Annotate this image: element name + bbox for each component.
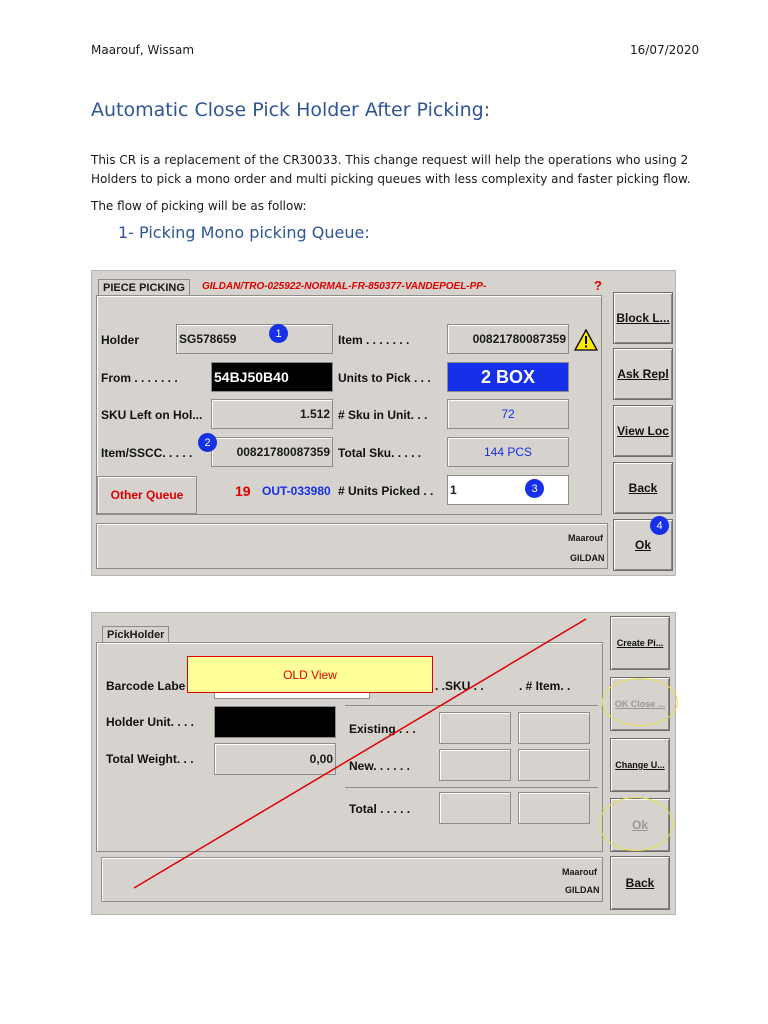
tab-piece-picking[interactable]: PIECE PICKING bbox=[98, 279, 190, 296]
create-pick-holder-button[interactable]: Create Pi... bbox=[610, 616, 670, 670]
badge-1: 1 bbox=[269, 324, 288, 343]
badge-2: 2 bbox=[198, 433, 217, 452]
tab-pick-holder[interactable]: PickHolder bbox=[102, 626, 169, 643]
back-button[interactable]: Back bbox=[610, 856, 670, 910]
total-sku-label: Total Sku. . . . . bbox=[338, 446, 422, 460]
user-name: Maarouf bbox=[562, 867, 598, 877]
item-label: Item . . . . . . . bbox=[338, 333, 410, 347]
change-unit-button[interactable]: Change U... bbox=[610, 738, 670, 792]
sku-left-field: 1.512 bbox=[211, 399, 333, 429]
units-to-pick-label: Units to Pick . . . bbox=[338, 371, 431, 385]
barcode-label: Barcode Labe bbox=[106, 679, 186, 693]
piece-picking-screen bbox=[91, 270, 676, 576]
units-picked-input[interactable]: 1 bbox=[447, 475, 569, 505]
holder-field[interactable]: SG578659 bbox=[176, 324, 333, 354]
badge-3: 3 bbox=[525, 479, 544, 498]
author-name: Maarouf, Wissam bbox=[91, 43, 195, 57]
old-view-callout bbox=[187, 656, 433, 693]
section-heading: 1- Picking Mono picking Queue: bbox=[118, 223, 370, 242]
total-weight-field: 0,00 bbox=[214, 743, 336, 775]
sku-left-label: SKU Left on Hol... bbox=[101, 408, 203, 422]
badge-4: 4 bbox=[650, 516, 669, 535]
item-field: 00821780087359 bbox=[447, 324, 569, 354]
item-sscc-label: Item/SSCC. . . . . bbox=[101, 446, 193, 460]
queue-name: GILDAN/TRO-025922-NORMAL-FR-850377-VANDEPOEL-PP- bbox=[202, 281, 487, 292]
other-queue-button[interactable] bbox=[97, 476, 197, 514]
status-bar bbox=[96, 523, 608, 569]
pick-holder-screen bbox=[91, 612, 676, 915]
warning-icon bbox=[574, 329, 598, 355]
total-weight-label: Total Weight. . . bbox=[106, 752, 194, 766]
total-sku-field: 144 PCS bbox=[447, 437, 569, 467]
back-button[interactable]: Back bbox=[613, 462, 673, 514]
intro-paragraph: This CR is a replacement of the CR30033. This change request will help the operations who using 2 Holders to pick a mono order and multi picking queues with less complexity and faster picking flow. bbox=[91, 153, 691, 186]
other-queue-label: Other Queue bbox=[110, 488, 184, 502]
ok-button[interactable]: Ok bbox=[613, 519, 673, 571]
new-label: New. . . . . . bbox=[349, 759, 410, 773]
holder-unit-label: Holder Unit. . . . bbox=[106, 715, 195, 729]
ok-close-button[interactable]: OK Close ... bbox=[610, 677, 670, 731]
units-picked-label: # Units Picked . . bbox=[338, 484, 434, 498]
old-view-label: OLD View bbox=[283, 667, 337, 682]
total-label: Total . . . . . bbox=[349, 802, 411, 816]
document-date: 16/07/2020 bbox=[630, 43, 700, 57]
from-field[interactable]: 54BJ50B40 bbox=[211, 362, 333, 392]
company-name: GILDAN bbox=[570, 553, 605, 563]
view-location-button[interactable]: View Loc bbox=[613, 405, 673, 457]
existing-label: Existing . . . bbox=[349, 722, 416, 736]
user-name: Maarouf bbox=[568, 533, 604, 543]
item-count-header: . # Item. . bbox=[519, 679, 571, 693]
out-code: OUT-033980 bbox=[262, 484, 331, 498]
sku-header: . .SKU . . bbox=[435, 679, 484, 693]
ok-button-disabled[interactable]: Ok bbox=[610, 798, 670, 852]
ask-replenishment-button[interactable]: Ask Repl bbox=[613, 348, 673, 400]
company-name: GILDAN bbox=[565, 885, 600, 895]
help-question: ? bbox=[594, 278, 602, 293]
page-title: Automatic Close Pick Holder After Picking: bbox=[91, 99, 491, 121]
sku-in-unit-field: 72 bbox=[447, 399, 569, 429]
holder-label: Holder bbox=[101, 333, 140, 347]
flow-text: The flow of picking will be as follow: bbox=[91, 199, 307, 213]
from-label: From . . . . . . . bbox=[101, 371, 178, 385]
queue-count: 19 bbox=[235, 483, 251, 499]
item-sscc-field[interactable]: 00821780087359 bbox=[211, 437, 333, 467]
units-to-pick-field: 2 BOX bbox=[447, 362, 569, 392]
block-location-button[interactable]: Block L... bbox=[613, 292, 673, 344]
sku-in-unit-label: # Sku in Unit. . . bbox=[338, 408, 428, 422]
